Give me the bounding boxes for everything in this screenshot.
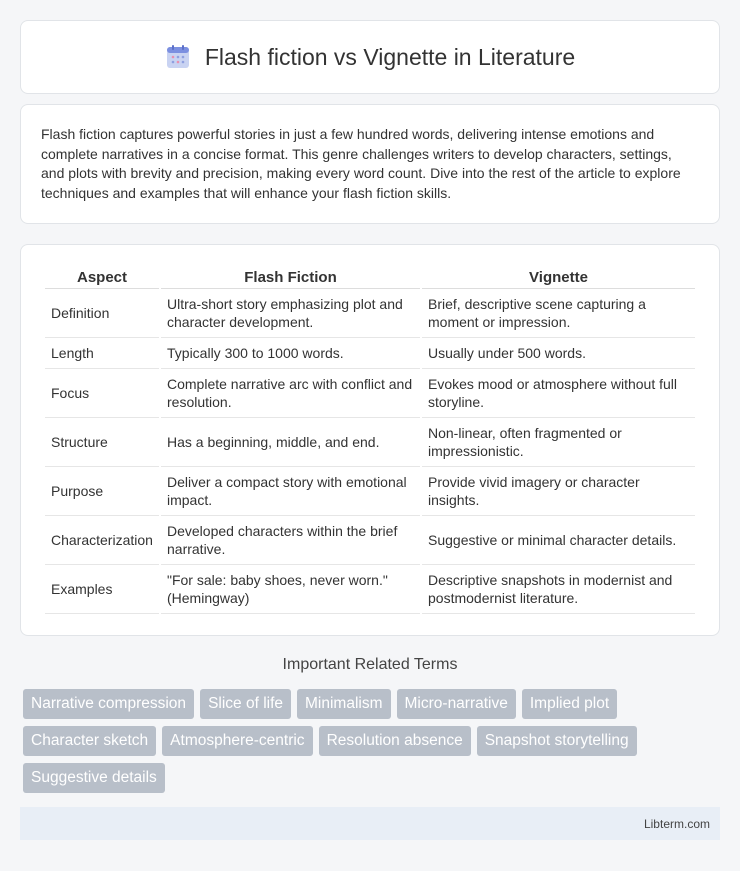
footer (20, 807, 720, 840)
related-terms-title: Important Related Terms (282, 656, 458, 673)
related-term-tag[interactable]: Micro-narrative (397, 689, 516, 719)
related-term-tag[interactable]: Minimalism (297, 689, 391, 719)
table-row (45, 516, 695, 565)
table-cell: Non-linear, often fragmented or impressionistic. (422, 418, 695, 467)
calendar-grid-icon (165, 44, 191, 70)
table-header-row (45, 265, 695, 289)
table-row (45, 565, 695, 614)
table-row (45, 338, 695, 369)
table-row (45, 418, 695, 467)
intro-text: Flash fiction captures powerful stories in just a few hundred words, delivering intense emotions and complete narratives in a concise format. This genre challenges writers to develop characters, settings, and plots with brevity and precision, making every word count. Dive into the rest of the article to explore techniques and examples that will enhance your flash fiction skills. (41, 126, 681, 201)
related-term-tag[interactable]: Resolution absence (319, 726, 471, 756)
table-cell: Suggestive or minimal character details. (422, 516, 695, 565)
table-cell: Purpose (45, 467, 159, 516)
column-header: Aspect (45, 265, 159, 289)
table-cell: Structure (45, 418, 159, 467)
table-row (45, 369, 695, 418)
related-term-tag[interactable]: Narrative compression (23, 689, 194, 719)
related-term-tag[interactable]: Atmosphere-centric (162, 726, 312, 756)
table-cell: Focus (45, 369, 159, 418)
table-cell: Brief, descriptive scene capturing a moment or impression. (422, 289, 695, 338)
table-cell: Characterization (45, 516, 159, 565)
related-term-tag[interactable]: Implied plot (522, 689, 617, 719)
table-cell: Developed characters within the brief narrative. (161, 516, 420, 565)
related-term-tag[interactable]: Snapshot storytelling (477, 726, 637, 756)
related-term-tag[interactable]: Slice of life (200, 689, 291, 719)
table-cell: Length (45, 338, 159, 369)
table-cell: Provide vivid imagery or character insights. (422, 467, 695, 516)
related-terms-list (23, 689, 723, 793)
table-cell: Complete narrative arc with conflict and resolution. (161, 369, 420, 418)
comparison-table (43, 265, 697, 614)
column-header: Vignette (422, 265, 695, 289)
table-cell: "For sale: baby shoes, never worn." (Hemingway) (161, 565, 420, 614)
related-term-tag[interactable]: Suggestive details (23, 763, 165, 793)
table-cell: Deliver a compact story with emotional impact. (161, 467, 420, 516)
table-cell: Usually under 500 words. (422, 338, 695, 369)
footer-site-link[interactable]: Libterm.com (643, 816, 710, 831)
related-term-tag[interactable]: Character sketch (23, 726, 156, 756)
table-cell: Ultra-short story emphasizing plot and character development. (161, 289, 420, 338)
header-card (20, 20, 720, 94)
intro-card (20, 104, 720, 224)
table-cell: Has a beginning, middle, and end. (161, 418, 420, 467)
page-title: Flash fiction vs Vignette in Literature (204, 43, 576, 70)
comparison-table-card (20, 244, 720, 636)
table-row (45, 467, 695, 516)
column-header: Flash Fiction (161, 265, 420, 289)
table-cell: Evokes mood or atmosphere without full storyline. (422, 369, 695, 418)
table-cell: Typically 300 to 1000 words. (161, 338, 420, 369)
table-row (45, 289, 695, 338)
table-cell: Descriptive snapshots in modernist and postmodernist literature. (422, 565, 695, 614)
table-cell: Definition (45, 289, 159, 338)
table-cell: Examples (45, 565, 159, 614)
